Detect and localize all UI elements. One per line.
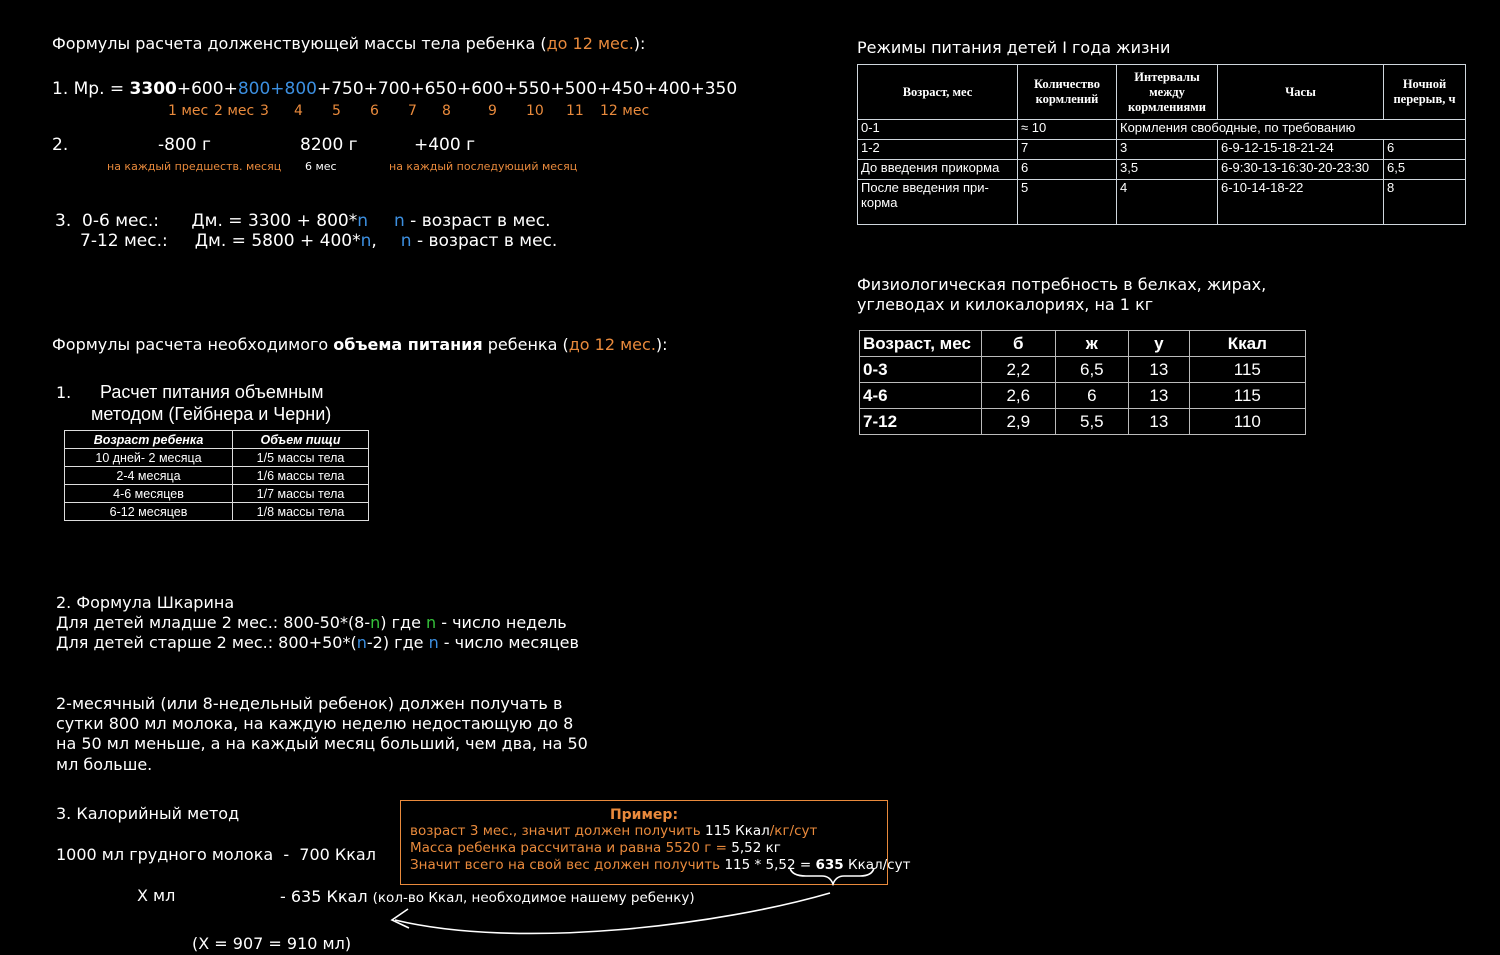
column-header: Объем пищи — [233, 431, 369, 449]
column-header: Возраст, мес — [860, 331, 982, 357]
month-label: 7 — [408, 103, 417, 119]
month-label: 5 — [332, 103, 341, 119]
regimes-title: Режимы питания детей I года жизни — [857, 38, 1171, 57]
formula-2-base-note: 6 мес — [305, 160, 337, 173]
nutrients-title-line-2: углеводах и килокалориях, на 1 кг — [857, 295, 1154, 314]
table-cell: 6-12 месяцев — [65, 503, 233, 521]
table-cell: 1-2 — [858, 140, 1018, 160]
table-cell: 5 — [1018, 180, 1117, 225]
table-cell: 2,2 — [982, 357, 1056, 383]
formula-2-minus: -800 г — [158, 135, 211, 155]
method-1-title-line-2: методом (Гейбнера и Черни) — [91, 404, 332, 424]
formula-2-plus: +400 г — [414, 135, 476, 155]
table-header-row — [858, 65, 1466, 120]
method-3-unknown: Х мл — [137, 886, 176, 905]
method-3-proportion-line-1: 1000 мл грудного молока - 700 Ккал — [56, 845, 376, 864]
table-cell: 10 дней- 2 месяца — [65, 449, 233, 467]
table-cell: 6-9-12-15-18-21-24 — [1218, 140, 1384, 160]
method-3-unknown-value: - 635 Ккал (кол-во Ккал, необходимое нашему ребенку) — [280, 887, 695, 906]
month-label: 4 — [294, 103, 303, 119]
table-row — [858, 120, 1466, 140]
table-cell: 7-12 — [860, 409, 982, 435]
table-cell: 1/5 массы тела — [233, 449, 369, 467]
table-row — [860, 357, 1306, 383]
formula-2-base: 8200 г — [300, 135, 358, 155]
weight-title: Формулы расчета долженствующей массы тела ребенка (до 12 мес.): — [52, 34, 646, 53]
method-2-explanation-line: на 50 мл меньше, а на каждый месяц больший, чем два, на 50 — [56, 734, 588, 753]
example-line-2: Масса ребенка рассчитана и равна 5520 г = 5,52 кг — [410, 840, 781, 856]
table-cell: 4-6 — [860, 383, 982, 409]
table-cell: 2,6 — [982, 383, 1056, 409]
table-row — [858, 180, 1466, 225]
table-cell: До введения прикорма — [858, 160, 1018, 180]
table-cell: 1/6 массы тела — [233, 467, 369, 485]
table-cell: 6 — [1055, 383, 1129, 409]
volume-title: Формулы расчета необходимого объема питания ребенка (до 12 мес.): — [52, 335, 668, 354]
method-2-explanation-line: 2-месячный (или 8-недельный ребенок) должен получать в — [56, 694, 563, 713]
formula-2-minus-note: на каждый предшеств. месяц — [107, 160, 282, 173]
month-label: 9 — [488, 103, 497, 119]
method-2-title: 2. Формула Шкарина — [56, 593, 235, 612]
method-2-explanation-line: мл больше. — [56, 755, 153, 774]
column-header: ж — [1055, 331, 1129, 357]
table-cell: 6-10-14-18-22 — [1218, 180, 1384, 225]
nutrients-title-line-1: Физиологическая потребность в белках, жирах, — [857, 275, 1267, 294]
table-cell: Кормления свободные, по требованию — [1117, 120, 1466, 140]
nutrient-needs-table — [859, 330, 1306, 435]
table-cell: 5,5 — [1055, 409, 1129, 435]
method-3-title: 3. Калорийный метод — [56, 804, 240, 823]
formula-3-line-1: 3. 0-6 мес.: Дм. = 3300 + 800*n n - возраст в мес. — [55, 211, 551, 231]
table-cell: 3,5 — [1117, 160, 1218, 180]
table-cell: 7 — [1018, 140, 1117, 160]
table-header-row — [860, 331, 1306, 357]
table-cell: 2-4 месяца — [65, 467, 233, 485]
table-cell: 6 — [1384, 140, 1466, 160]
table-cell: 0-1 — [858, 120, 1018, 140]
example-line-1: возраст 3 мес., значит должен получить 115 Ккал/кг/сут — [410, 823, 818, 839]
table-cell: 4-6 месяцев — [65, 485, 233, 503]
table-cell: После введения при-корма — [858, 180, 1018, 225]
month-label: 2 мес — [214, 103, 255, 119]
table-cell: 0-3 — [860, 357, 982, 383]
month-label: 1 мес — [168, 103, 209, 119]
month-label: 6 — [370, 103, 379, 119]
month-label: 12 мес — [600, 103, 650, 119]
method-3-result: (Х = 907 = 910 мл) — [192, 934, 352, 953]
month-label: 8 — [442, 103, 451, 119]
table-cell: 6,5 — [1055, 357, 1129, 383]
table-cell: 13 — [1129, 383, 1190, 409]
method-2-line-1: Для детей младше 2 мес.: 800-50*(8-n) где n - число недель — [56, 613, 567, 632]
table-cell: 6 — [1018, 160, 1117, 180]
table-cell: 6-9:30-13-16:30-20-23:30 — [1218, 160, 1384, 180]
table-row — [860, 409, 1306, 435]
table-cell: 13 — [1129, 357, 1190, 383]
example-line-3: Значит всего на свой вес должен получить 115 * 5,52 = 635 Ккал/сут — [410, 857, 911, 873]
formula-2-plus-note: на каждый последующий месяц — [389, 160, 578, 173]
column-header: Интервалы между кормлениями — [1117, 65, 1218, 120]
method-2-explanation-line: сутки 800 мл молока, на каждую неделю недостающую до 8 — [56, 714, 574, 733]
table-cell: 1/8 массы тела — [233, 503, 369, 521]
column-header: Возраст ребенка — [65, 431, 233, 449]
method-1-number: 1. — [56, 383, 72, 402]
column-header: Ночной перерыв, ч — [1384, 65, 1466, 120]
column-header: Количество кормлений — [1018, 65, 1117, 120]
weight-formula-1: 1. Мр. = 3300+600+800+800+750+700+650+600+550+500+450+400+350 — [52, 79, 738, 99]
table-cell: 1/7 массы тела — [233, 485, 369, 503]
table-cell: 115 — [1189, 383, 1305, 409]
table-cell: 2,9 — [982, 409, 1056, 435]
column-header: у — [1129, 331, 1190, 357]
formula-3-line-2: 7-12 мес.: Дм. = 5800 + 400*n, n - возраст в мес. — [80, 231, 558, 251]
example-title: Пример: — [609, 807, 679, 823]
table-row — [860, 383, 1306, 409]
table-cell: 115 — [1189, 357, 1305, 383]
table-cell: ≈ 10 — [1018, 120, 1117, 140]
column-header: Ккал — [1189, 331, 1305, 357]
table-cell: 8 — [1384, 180, 1466, 225]
table-cell: 110 — [1189, 409, 1305, 435]
table-cell: 13 — [1129, 409, 1190, 435]
formula-2-number: 2. — [52, 135, 69, 155]
table-cell: 6,5 — [1384, 160, 1466, 180]
table-cell: 4 — [1117, 180, 1218, 225]
table-cell: 3 — [1117, 140, 1218, 160]
month-label: 11 — [566, 103, 584, 119]
method-1-title-line-1: Расчет питания объемным — [100, 382, 324, 402]
month-label: 10 — [526, 103, 544, 119]
column-header: Возраст, мес — [858, 65, 1018, 120]
method-2-line-2: Для детей старше 2 мес.: 800+50*(n-2) где n - число месяцев — [56, 633, 579, 652]
feeding-regimes-table — [857, 64, 1466, 225]
month-label: 3 — [260, 103, 269, 119]
column-header: б — [982, 331, 1056, 357]
column-header: Часы — [1218, 65, 1384, 120]
table-row — [858, 140, 1466, 160]
table-row — [858, 160, 1466, 180]
